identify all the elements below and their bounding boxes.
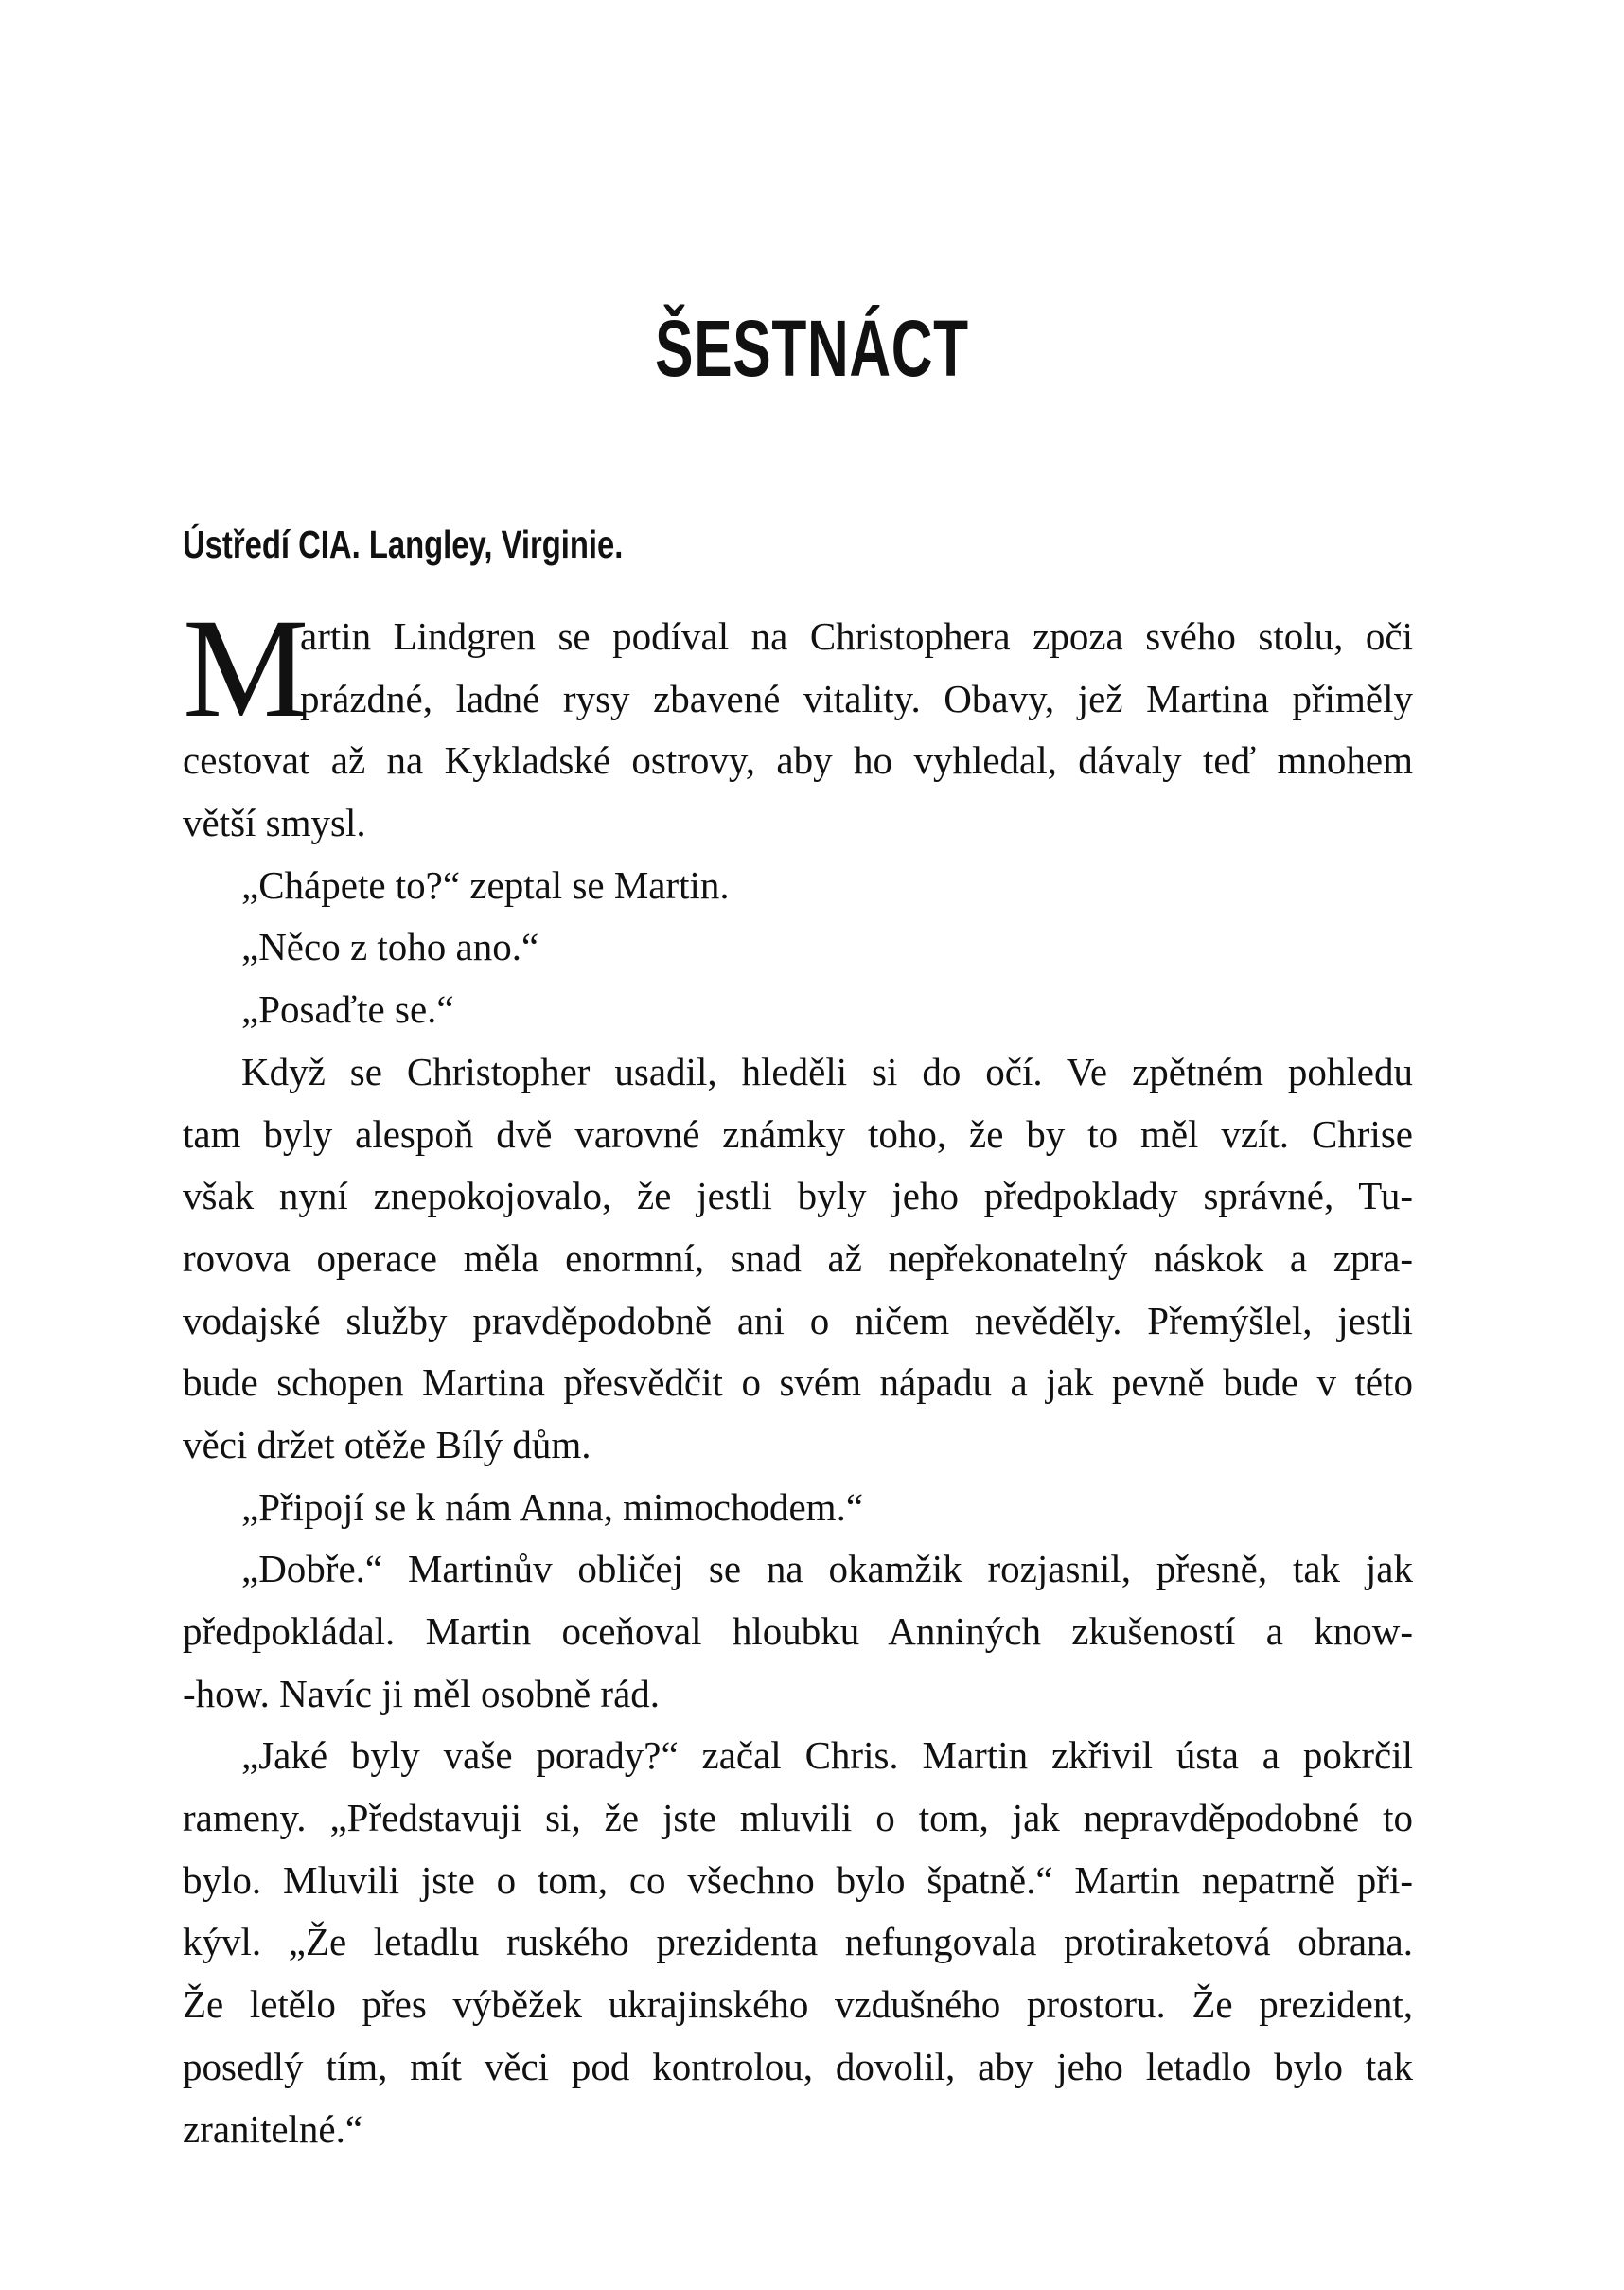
text-line: věci držet otěže Bílý dům. — [183, 1422, 591, 1466]
text-line: cestovat až na Kykladské ostrovy, aby ho vyhledal, dávaly teď mnohem — [183, 738, 1413, 783]
text-line: bude schopen Martina přesvědčit o svém nápadu a jak pevně bude v této — [183, 1360, 1413, 1405]
text-line: -how. Navíc ji měl osobně rád. — [183, 1671, 661, 1715]
text-line: posedlý tím, mít věci pod kontrolou, dovolil, aby jeho letadlo bylo tak — [183, 2044, 1413, 2088]
text-line: zranitelné.“ — [183, 2106, 363, 2151]
text-line: „Něco z toho ano.“ — [241, 925, 539, 969]
text-line: artin Lindgren se podíval na Christophera zpoza svého stolu, oči — [300, 614, 1413, 658]
location-heading: Ústředí CIA. Langley, Virginie. — [183, 523, 624, 566]
text-line: větší smysl. — [183, 801, 366, 845]
text-line: „Dobře.“ Martinův obličej se na okamžik rozjasnil, přesně, tak jak — [241, 1547, 1413, 1591]
text-line: Že letělo přes výběžek ukrajinského vzdušného prostoru. Že prezident, — [183, 1982, 1413, 2027]
text-line: „Chápete to?“ zeptal se Martin. — [241, 862, 730, 907]
text-line: prázdné, ladné rysy zbavené vitality. Obavy, jež Martina přiměly — [300, 676, 1413, 720]
text-line: rovova operace měla enormní, snad až nepřekonatelný náskok a zpra- — [183, 1235, 1413, 1280]
text-line: však nyní znepokojovalo, že jestli byly jeho předpoklady správné, Tu- — [183, 1174, 1413, 1218]
text-line: „Jaké byly vaše porady?“ začal Chris. Martin zkřivil ústa a pokrčil — [241, 1733, 1413, 1778]
text-line: „Posaďte se.“ — [241, 987, 454, 1032]
text-line: vodajské služby pravděpodobně ani o ničem nevěděly. Přemýšlel, jestli — [183, 1298, 1413, 1342]
text-line: kývl. „Že letadlu ruského prezidenta nefungovala protiraketová obrana. — [183, 1920, 1413, 1964]
chapter-body — [183, 590, 1413, 2160]
chapter-title: ŠESTNÁCT — [655, 304, 969, 393]
text-line: předpokládal. Martin oceňoval hloubku Anniných zkušeností a know- — [183, 1609, 1413, 1653]
text-line: tam byly alespoň dvě varovné známky toho, že by to měl vzít. Chrise — [183, 1111, 1413, 1156]
text-line: bylo. Mluvili jste o tom, co všechno bylo špatně.“ Martin nepatrně při- — [183, 1857, 1413, 1902]
text-line: rameny. „Představuji si, že jste mluvili o tom, jak nepravděpodobné to — [183, 1796, 1413, 1840]
drop-cap: M — [183, 590, 309, 747]
text-line: „Připojí se k nám Anna, mimochodem.“ — [241, 1484, 864, 1529]
text-line: Když se Christopher usadil, hleděli si do očí. Ve zpětném pohledu — [241, 1049, 1413, 1093]
drop-cap-block — [183, 590, 1413, 747]
